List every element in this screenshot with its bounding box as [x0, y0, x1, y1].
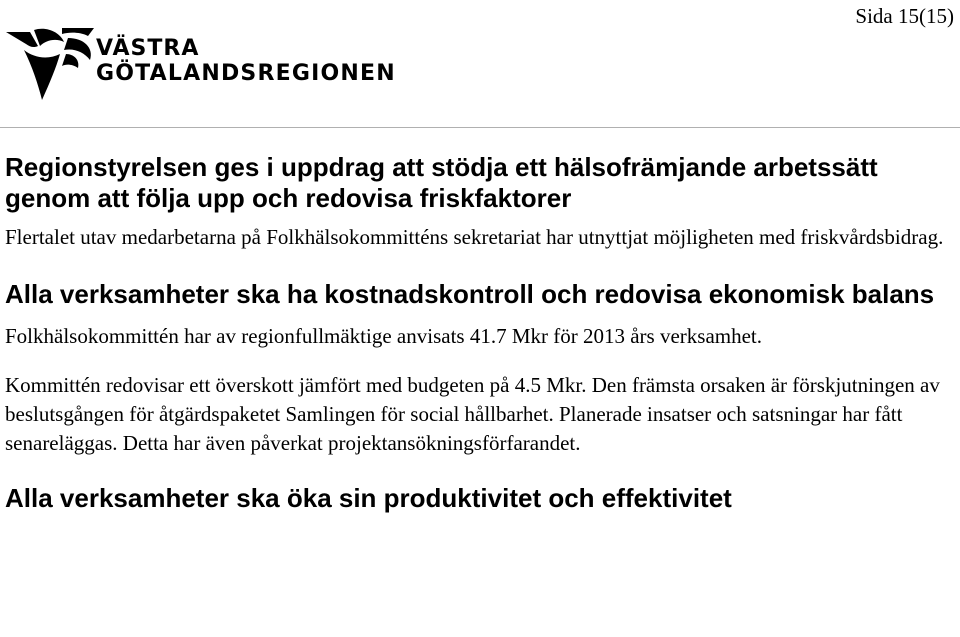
document-body — [5, 152, 955, 514]
vgr-logo-mark-icon — [4, 24, 96, 106]
logo-line-vastra: VÄSTRA — [96, 36, 200, 61]
section-heading-halsofrämjande: Regionstyrelsen ges i uppdrag att stödja ett hälsofrämjande arbetssätt genom att följa upp och redovisa friskfaktorer — [5, 152, 878, 213]
page-number: Sida 15(15) — [855, 4, 954, 28]
section-heading-produktivitet: Alla verksamheter ska öka sin produktivitet och effektivitet — [5, 483, 732, 513]
logo-wordmark — [96, 36, 396, 86]
paragraph-friskvardsbidrag: Flertalet utav medarbetarna på Folkhälsokommitténs sekretariat har utnyttjat möjligheten med friskvårdsbidrag. — [5, 225, 944, 249]
header-divider — [0, 127, 960, 128]
section-heading-kostnadskontroll: Alla verksamheter ska ha kostnadskontroll och redovisa ekonomisk balans — [5, 279, 935, 309]
logo-line-gotalandsregionen: GÖTALANDSREGIONEN — [96, 61, 396, 86]
organization-logo — [4, 24, 394, 108]
paragraph-overskott: Kommittén redovisar ett överskott jämfört med budgeten på 4.5 Mkr. Den främsta orsaken är förskjutningen av beslutsgången för åtgärdspaketet Samlingen för social hållbarhet. Planerade insatser och satsningar har fått senareläggas. Detta har även påverkat projektansökningsförfarandet. — [5, 373, 940, 455]
paragraph-anvisats-budget: Folkhälsokommittén har av regionfullmäktige anvisats 41.7 Mkr för 2013 års verksamhet. — [5, 324, 763, 348]
